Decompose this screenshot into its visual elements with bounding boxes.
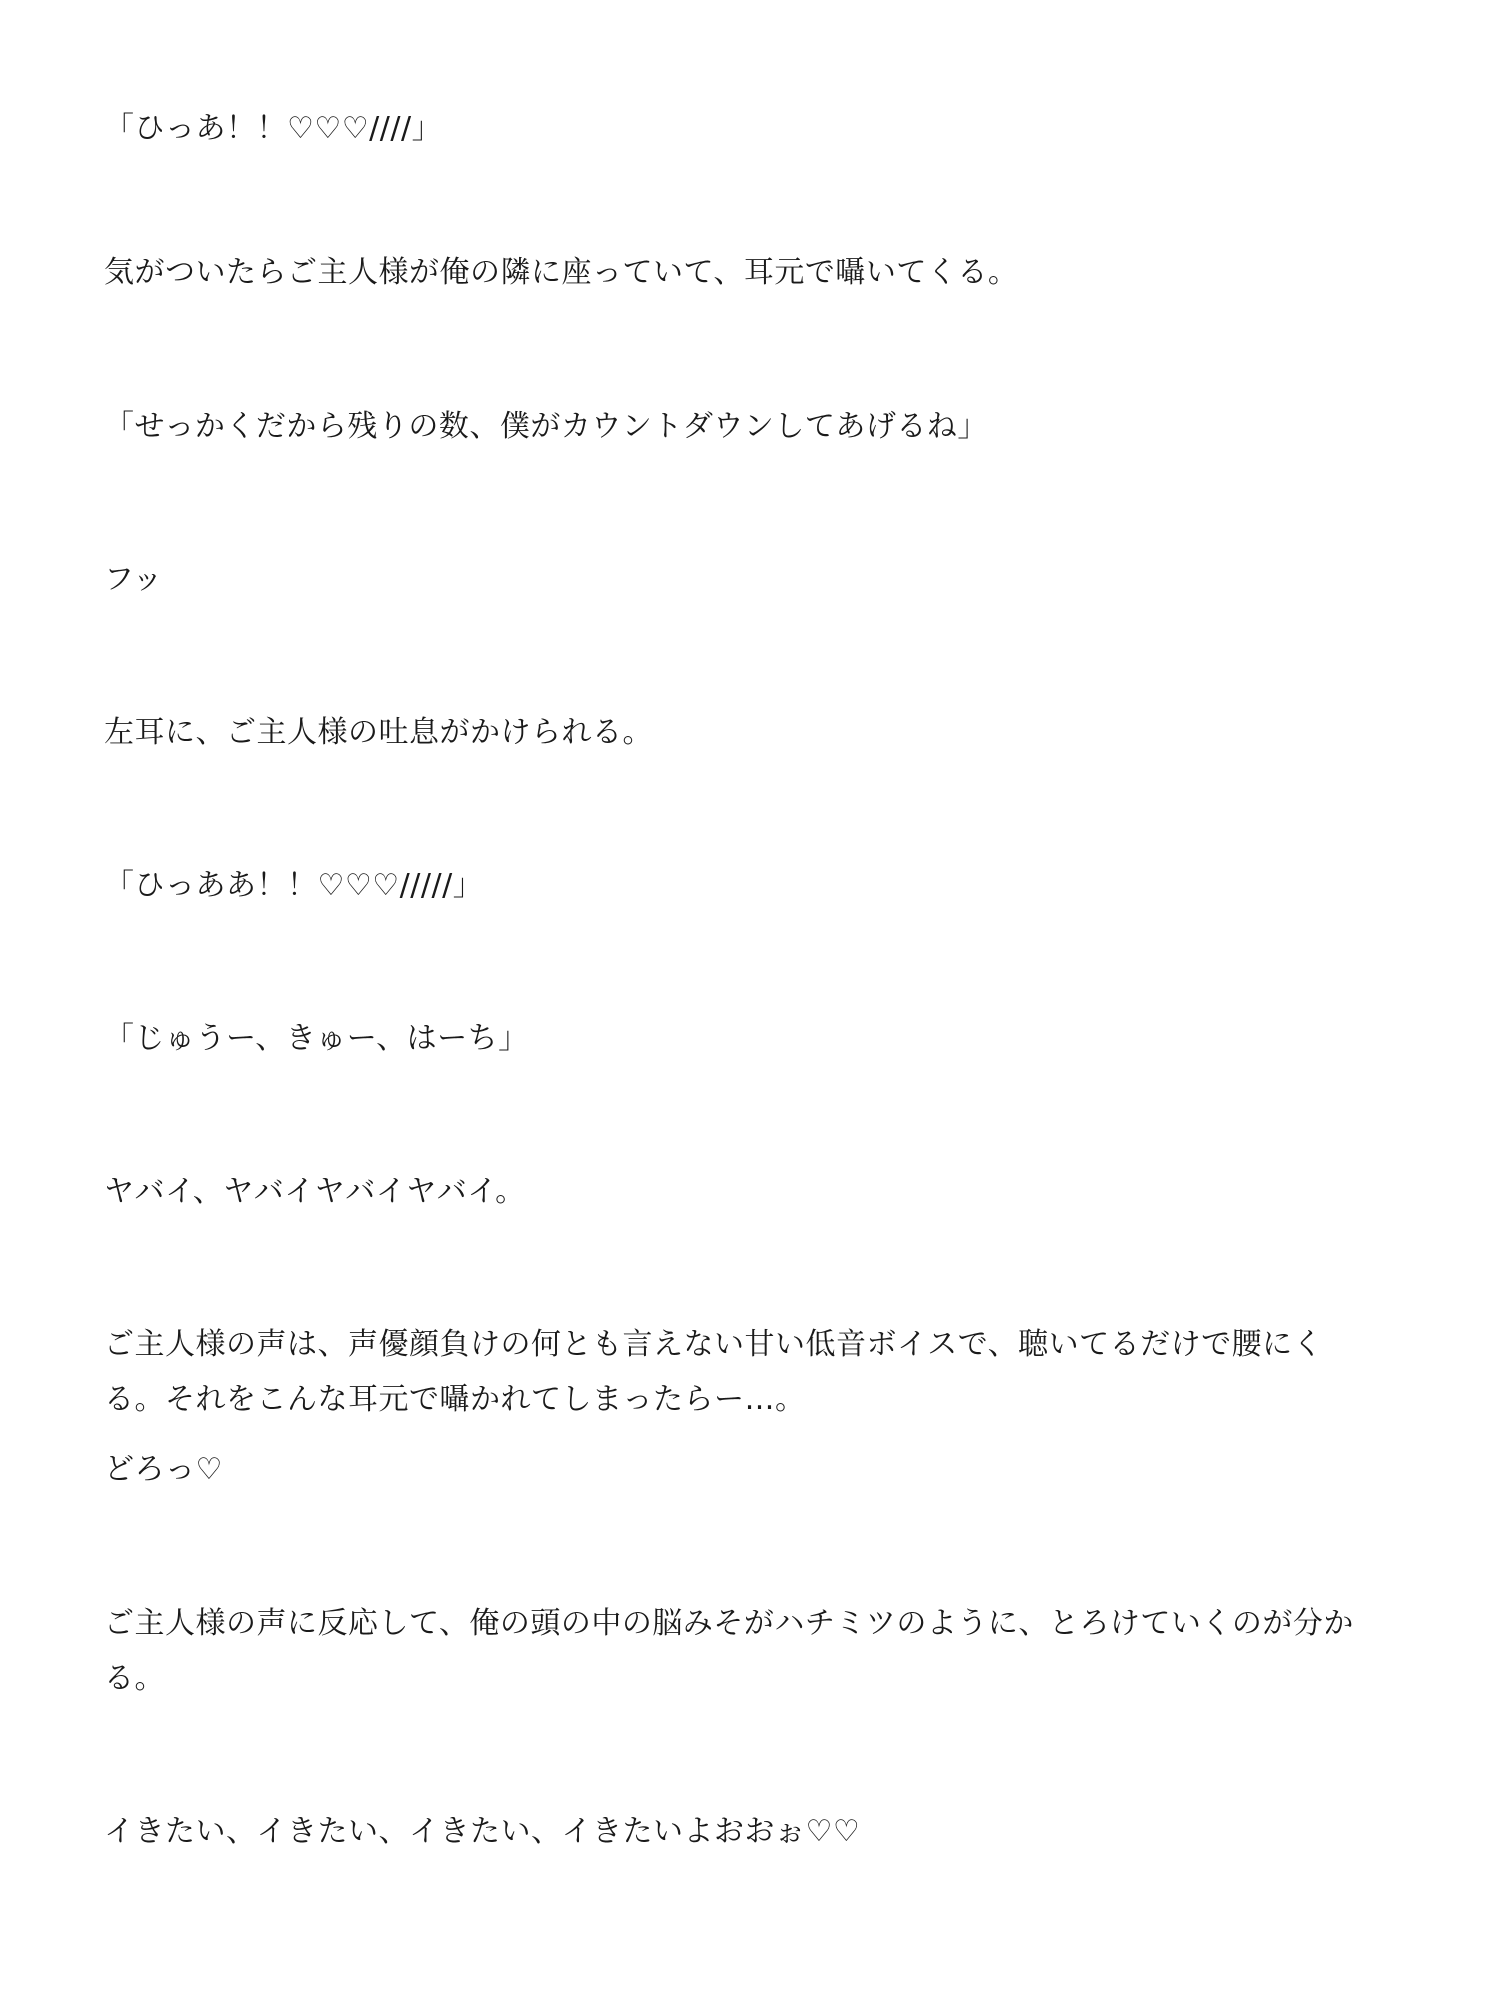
paragraph-7: 「じゅうー、きゅー、はーち」: [104, 1021, 529, 1056]
paragraph-1: 「ひっあ！！♡♡♡////」: [104, 111, 443, 146]
paragraph-9-cont: る。それをこんな耳元で囁かれてしまったらー…。: [104, 1382, 806, 1417]
paragraph-4: フッ: [104, 562, 163, 597]
paragraph-12: イきたい、イきたい、イきたい、イきたいよおおぉ♡♡: [104, 1814, 861, 1849]
paragraph-11-cont: る。: [104, 1661, 165, 1696]
paragraph-9: ご主人様の声は、声優顔負けの何とも言えない甘い低音ボイスで、聴いてるだけで腰にく: [104, 1327, 1324, 1362]
paragraph-6: 「ひっああ！！♡♡♡/////」: [104, 868, 484, 903]
paragraph-3: 「せっかくだから残りの数、僕がカウントダウンしてあげるね」: [104, 409, 988, 444]
paragraph-8: ヤバイ、ヤバイヤバイヤバイ。: [104, 1174, 526, 1209]
paragraph-2: 気がついたらご主人様が俺の隣に座っていて、耳元で囁いてくる。: [104, 255, 1019, 290]
paragraph-5: 左耳に、ご主人様の吐息がかけられる。: [104, 715, 653, 750]
paragraph-11: ご主人様の声に反応して、俺の頭の中の脳みそがハチミツのように、とろけていくのが分か: [104, 1606, 1354, 1641]
paragraph-10: どろっ♡: [104, 1452, 223, 1487]
